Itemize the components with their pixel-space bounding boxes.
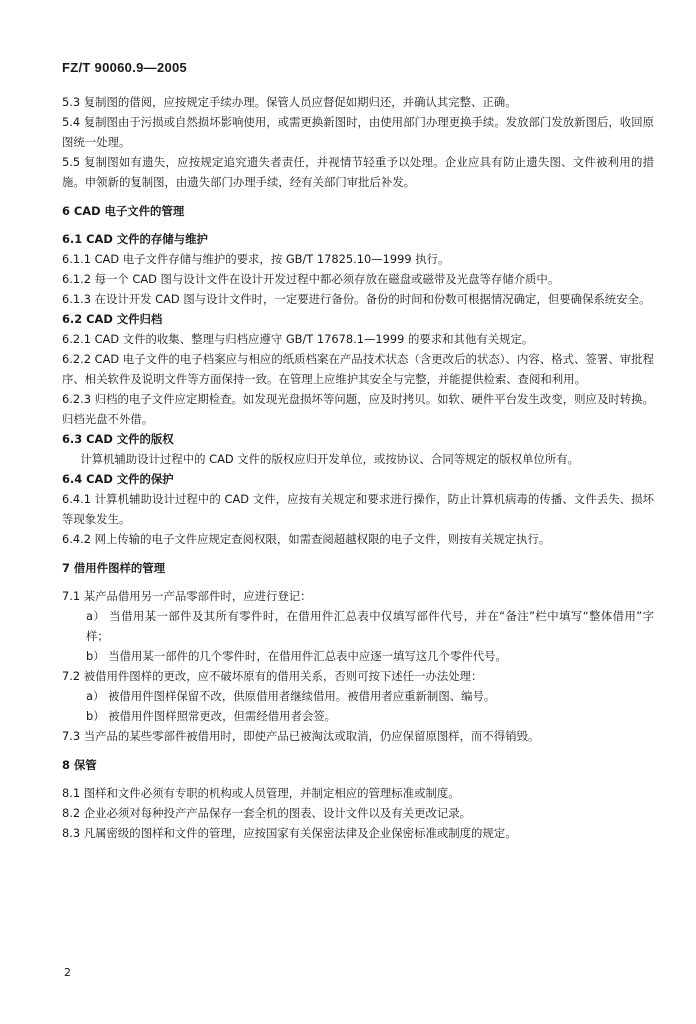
list-item: a） 当借用某一部件及其所有零件时，在借用件汇总表中仅填写部件代号，并在“备注”栏中填写“整体借用”字样； [86,609,654,643]
subsection-heading: 6.3 CAD 文件的版权 [62,432,174,446]
clause-paragraph: 6.1.3 在设计开发 CAD 图与设计文件时，一定要进行备份。备份的时间和份数可根据情况确定，但要确保系统安全。 [62,292,651,306]
clause-paragraph: 6.2.3 归档的电子文件应定期检查。如发现光盘损坏等问题，应及时拷贝。如软、硬件平台发生改变，则应及时转换。归档光盘不外借。 [62,392,654,426]
clause-paragraph: 6.4.2 网上传输的电子文件应规定查阅权限，如需查阅超越权限的电子文件，则按有关规定执行。 [62,532,551,546]
section-heading: 7 借用件图样的管理 [62,561,166,575]
subsection-heading: 6.2 CAD 文件归档 [62,312,163,326]
clause-paragraph: 6.2.1 CAD 文件的收集、整理与归档应遵守 GB/T 17678.1—1999 的要求和其他有关规定。 [62,332,534,346]
clause-paragraph: 6.4.1 计算机辅助设计过程中的 CAD 文件，应按有关规定和要求进行操作，防止计算机病毒的传播、文件丢失、损坏等现象发生。 [62,492,654,526]
clause-paragraph: 6.2.2 CAD 电子文件的电子档案应与相应的纸质档案在产品技术状态（含更改后的状态）、内容、格式、签署、审批程序、相关软件及说明文件等方面保持一致。在管理上应维护其安全与完整，并能提供检索、查阅和利用。 [62,352,654,386]
clause-paragraph: 8.2 企业必须对每种投产产品保存一套全机的图表、设计文件以及有关更改记录。 [62,806,472,820]
section-heading: 8 保管 [62,758,97,772]
clause-paragraph: 5.3 复制图的借阅，应按规定手续办理。保管人员应督促如期归还，并确认其完整、正确。 [62,95,517,109]
clause-paragraph: 6.1.2 每一个 CAD 图与设计文件在设计开发过程中都必须存放在磁盘或磁带及光盘等存储介质中。 [62,272,560,286]
clause-paragraph: 7.2 被借用件图样的更改，应不破坏原有的借用关系，否则可按下述任一办法处理： [62,669,483,683]
subsection-heading: 6.1 CAD 文件的存储与维护 [62,232,208,246]
subsection-heading: 6.4 CAD 文件的保护 [62,472,174,486]
standard-code: FZ/T 90060.9—2005 [62,60,188,75]
clause-paragraph: 8.3 凡属密级的图样和文件的管理，应按国家有关保密法律及企业保密标准或制度的规定。 [62,826,517,840]
document-body [62,92,654,843]
clause-paragraph: 7.3 当产品的某些零部件被借用时，即使产品已被淘汰或取消，仍应保留原图样，而不得销毁。 [62,729,540,743]
clause-paragraph: 6.1.1 CAD 电子文件存储与维护的要求，按 GB/T 17825.10—1999 执行。 [62,252,450,266]
list-item: b） 当借用某一部件的几个零件时，在借用件汇总表中应逐一填写这几个零件代号。 [86,649,507,663]
section-heading: 6 CAD 电子文件的管理 [62,204,185,218]
paragraph: 计算机辅助设计过程中的 CAD 文件的版权应归开发单位，或按协议、合同等规定的版权单位所有。 [80,452,580,466]
clause-paragraph: 8.1 图样和文件必须有专职的机构或人员管理，并制定相应的管理标准或制度。 [62,786,460,800]
clause-paragraph: 5.5 复制图如有遗失，应按规定追究遗失者责任，并视情节轻重予以处理。企业应具有防止遗失图、文件被利用的措施。申领新的复制图，由遗失部门办理手续，经有关部门审批后补发。 [62,155,654,189]
page-number: 2 [64,966,71,979]
list-item: a） 被借用件图样保留不改，供原借用者继续借用。被借用者应重新制图、编号。 [86,689,496,703]
list-item: b） 被借用件图样照常更改，但需经借用者会签。 [86,709,337,723]
clause-paragraph: 7.1 某产品借用另一产品零部件时，应进行登记： [62,589,312,603]
clause-paragraph: 5.4 复制图由于污损或自然损坏影响使用，或需更换新图时，由使用部门办理更换手续。发放部门发放新图后，收回原图统一处理。 [62,115,654,149]
